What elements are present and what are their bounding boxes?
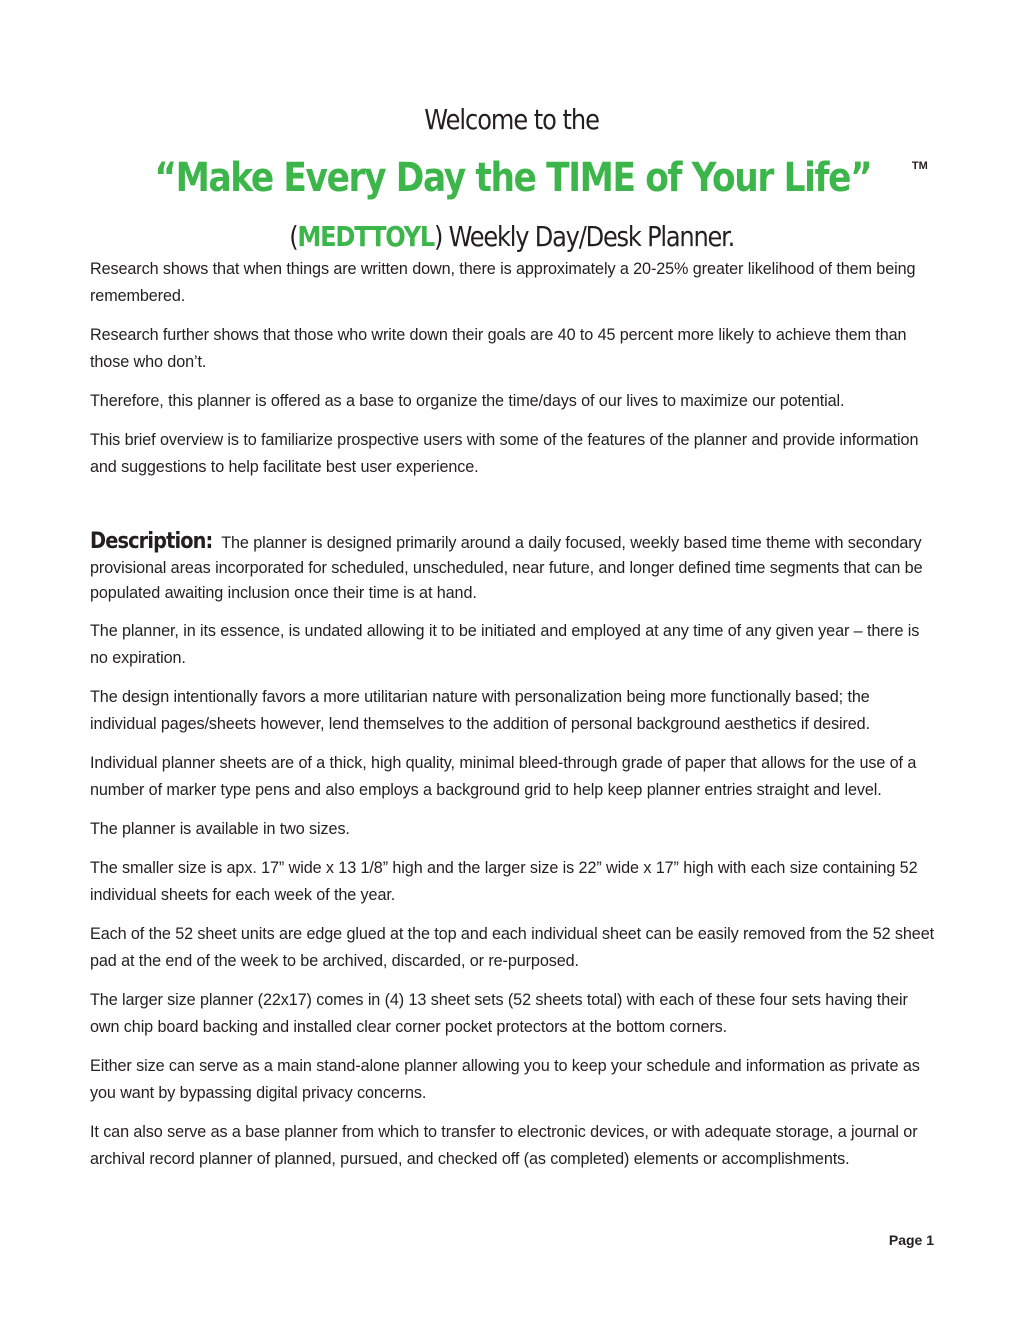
page-subtitle bbox=[290, 213, 735, 261]
title-line bbox=[0, 140, 1024, 213]
page-header bbox=[0, 98, 1024, 266]
description-paragraph: The design intentionally favors a more utilitarian nature with personalization being more functionally based; the individual pages/sheets however, lend themselves to the addition of personal background aesthetics if desired. bbox=[90, 688, 870, 733]
document-body bbox=[90, 256, 940, 1185]
intro-paragraph: This brief overview is to familiarize prospective users with some of the features of the planner and provide information and suggestions to help facilitate best user experience. bbox=[90, 431, 919, 476]
description-paragraph: Each of the 52 sheet units are edge glued at the top and each individual sheet can be easily removed from the 52 sheet pad at the end of the week to be archived, discarded, or re-purposed. bbox=[90, 925, 935, 970]
description-paragraph: It can also serve as a base planner from which to transfer to electronic devices, or with adequate storage, a journal or archival record planner of planned, pursued, and checked off (as completed) elements or accomplishments. bbox=[90, 1123, 918, 1168]
description-lead-text: The planner is designed primarily around a daily focused, weekly based time theme with secondary provisional areas incorporated for scheduled, unscheduled, near future, and longer defined time segments that can be populated awaiting inclusion once their time is at hand. bbox=[90, 534, 923, 602]
description-label: Description: bbox=[90, 529, 213, 554]
description-paragraph: The larger size planner (22x17) comes in (4) 13 sheet sets (52 sheets total) with each of these four sets having their own chip board backing and installed clear corner pocket protectors at the bottom corners. bbox=[90, 991, 908, 1036]
section-spacer bbox=[90, 493, 940, 529]
subtitle-rest: ) Weekly Day/Desk Planner. bbox=[434, 220, 735, 253]
trademark-symbol: TM bbox=[911, 160, 928, 172]
description-paragraph: The smaller size is apx. 17” wide x 13 1/8” high and the larger size is 22” wide x 17” high with each size containing 52 individual sheets for each week of the year. bbox=[90, 859, 918, 904]
description-paragraph: The planner, in its essence, is undated allowing it to be initiated and employed at any time of any given year – there is no expiration. bbox=[90, 622, 920, 667]
subtitle-abbreviation: MEDTTOYL bbox=[297, 220, 435, 253]
intro-paragraph: Therefore, this planner is offered as a base to organize the time/days of our lives to maximize our potential. bbox=[90, 392, 845, 410]
subtitle-open-paren: ( bbox=[289, 220, 298, 253]
description-paragraph bbox=[90, 529, 940, 606]
description-paragraph: Individual planner sheets are of a thick, high quality, minimal bleed-through grade of paper that allows for the use of a number of marker type pens and also employs a background grid to help keep planner entries straight and level. bbox=[90, 754, 917, 799]
description-paragraph: Either size can serve as a main stand-alone planner allowing you to keep your schedule and information as private as you want by bypassing digital privacy concerns. bbox=[90, 1057, 920, 1102]
description-paragraph: The planner is available in two sizes. bbox=[90, 820, 350, 838]
intro-paragraph: Research shows that when things are written down, there is approximately a 20-25% greater likelihood of them being remembered. bbox=[90, 260, 916, 305]
intro-paragraph: Research further shows that those who write down their goals are 40 to 45 percent more likely to achieve them than those who don’t. bbox=[90, 326, 907, 371]
page-number: Page 1 bbox=[888, 1232, 934, 1248]
welcome-heading: Welcome to the bbox=[424, 103, 600, 136]
page-title: “Make Every Day the TIME of Your Life” bbox=[154, 155, 872, 201]
